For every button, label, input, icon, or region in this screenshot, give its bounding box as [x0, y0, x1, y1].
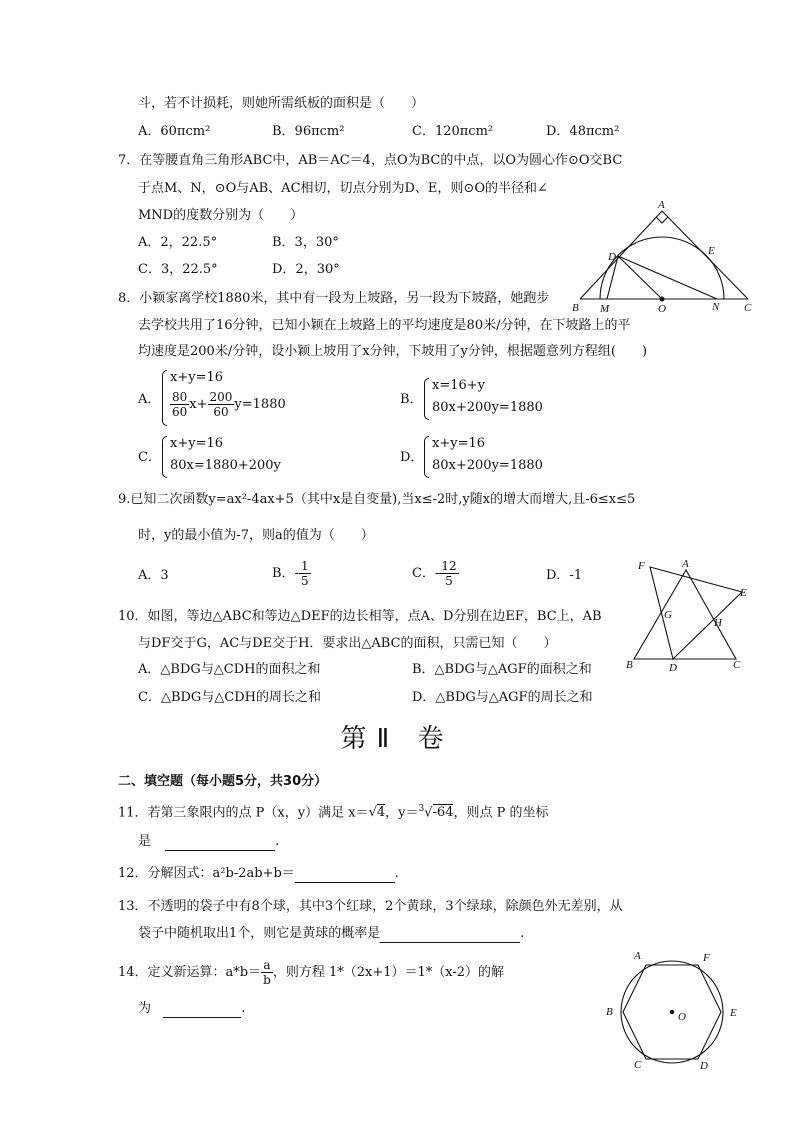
- q8-option-a-eq1: x+y=16: [170, 370, 224, 385]
- q8-option-b-brace: [424, 378, 429, 420]
- q8-option-d-eq1: x+y=16: [432, 436, 486, 451]
- q10-option-d: D．△BDG与△AGF的周长之和: [412, 690, 593, 705]
- q8-option-b-eq2: 80x+200y=1880: [432, 400, 543, 415]
- q8-line1: 8．小颖家离学校1880米，其中有一段为上坡路，另一段为下坡路，她跑步: [118, 291, 550, 306]
- q14-frac-den: b: [263, 973, 271, 987]
- q8-a-frac2-den: 60: [213, 405, 229, 419]
- q11-sqrt4: [369, 804, 386, 822]
- q9-option-c-den: 5: [445, 574, 453, 588]
- q11-line1: [118, 800, 548, 822]
- q10-label-h: H: [714, 617, 722, 629]
- q8-option-d: [400, 434, 600, 478]
- q8-line3: 均速度是200米/分钟，设小颖上坡用了x分钟，下坡用了y分钟，根据题意列方程组( ): [138, 344, 648, 359]
- q8-option-c: [138, 434, 378, 478]
- q9-option-a: A．3: [138, 568, 169, 583]
- q11-cbrt-value: -64: [432, 805, 454, 821]
- q14-label-d: D: [700, 1060, 708, 1072]
- q7-center-dot: [660, 297, 665, 302]
- q6-option-a: A．60πcm²: [138, 124, 211, 139]
- q9-option-c: [412, 559, 459, 588]
- q7-label-d: D: [608, 251, 616, 263]
- q12-end: .: [394, 866, 399, 881]
- q10-figure: [618, 556, 768, 676]
- q6-option-c: C．120πcm²: [412, 124, 494, 139]
- q9-option-b: [272, 559, 311, 588]
- q6-option-b: B．96πcm²: [272, 124, 345, 139]
- q7-label-c: C: [744, 302, 752, 314]
- q7-seg-dn: [618, 256, 717, 299]
- q10-line1: 10．如图，等边△ABC和等边△DEF的边长相等，点A、D分别在边EF，BC上，AB: [118, 609, 602, 624]
- q8-a-frac1-den: 60: [172, 405, 188, 419]
- q7-label-o: O: [658, 303, 666, 315]
- q8-option-c-eq1: x+y=16: [170, 436, 224, 451]
- q11-end: .: [275, 834, 280, 849]
- q7-label-m: M: [600, 303, 610, 315]
- q10-triangle-abc: [634, 570, 736, 659]
- q14-text-b: ，则方程 1*（2x+1）＝1*（x-2）的解: [272, 965, 505, 980]
- q12-line: [118, 865, 399, 883]
- q8-option-a-eq2: [170, 390, 286, 419]
- q14-label-o: O: [678, 1011, 686, 1023]
- q10-label-b: B: [626, 659, 633, 671]
- q14-label-b: B: [606, 1006, 613, 1018]
- q9-option-b-label: B．: [272, 566, 295, 581]
- q11-text-b: ，y＝: [385, 805, 419, 821]
- q7-side-ab: [580, 211, 662, 299]
- q10-line2: 与DF交于G，AC与DE交于H．要求出△ABC的面积，只需已知（ ）: [138, 636, 557, 651]
- q7-seg-do: [618, 256, 662, 299]
- q9-option-b-num: 1: [300, 559, 309, 573]
- q8-a-mid: x+: [189, 397, 208, 412]
- q14-center-dot: [670, 1010, 674, 1014]
- q14-end: .: [241, 1001, 246, 1016]
- q11-answer-blank[interactable]: [165, 850, 275, 851]
- q13-answer-blank[interactable]: [380, 942, 520, 943]
- q10-label-g: G: [664, 609, 672, 621]
- q11-text-is: 是: [138, 834, 152, 849]
- q13-text: 袋子中随机取出1个，则它是黄球的概率是: [138, 926, 381, 941]
- q13-line2: [138, 925, 524, 943]
- q14-label-c: C: [634, 1059, 642, 1071]
- q7-option-d: D．2，30°: [272, 262, 340, 277]
- q7-line1: 7．在等腰直角三角形ABC中，AB＝AC＝4，点O为BC的中点，以O为圆心作⊙O交BC: [118, 153, 623, 168]
- q9-option-c-num: 12: [441, 559, 457, 573]
- q8-option-a: [138, 368, 398, 428]
- q8-option-d-eq2: 80x+200y=1880: [432, 458, 543, 473]
- q8-option-c-brace: [162, 436, 167, 478]
- q7-label-e: E: [708, 245, 715, 257]
- q7-label-n: N: [712, 301, 720, 313]
- q10-label-e: E: [740, 587, 747, 599]
- q14-text-a: 14．定义新运算：a*b＝: [118, 965, 262, 980]
- q8-option-a-label: A．: [138, 392, 161, 407]
- q8-option-a-brace: [162, 370, 167, 426]
- q8-option-c-eq2: 80x=1880+200y: [170, 458, 281, 473]
- q7-semicircle: [600, 237, 724, 299]
- q14-label-e: E: [730, 1007, 737, 1019]
- q11-cube-index: 3: [418, 804, 425, 814]
- q7-label-b: B: [572, 302, 579, 314]
- q11-text-c: ，则点 P 的坐标: [453, 805, 549, 821]
- q9-option-c-label: C．: [412, 566, 435, 581]
- q10-option-c: C．△BDG与△CDH的周长之和: [138, 690, 322, 705]
- q10-label-c: C: [733, 659, 741, 671]
- radical-icon: √: [424, 805, 433, 821]
- q10-label-a: A: [682, 558, 689, 570]
- q7-figure: [572, 198, 762, 318]
- q7-right-angle-mark: [656, 217, 668, 223]
- q7-line3: MND的度数分别为（ ）: [138, 208, 304, 223]
- q14-label-f: F: [703, 952, 710, 964]
- q13-line1: 13．不透明的袋子中有8个球，其中3个红球，2个黄球，3个绿球，除颜色外无差别，从: [118, 899, 623, 914]
- q9-option-d: D．-1: [546, 568, 583, 583]
- q11-cbrt: [419, 800, 454, 822]
- q9-line2: 时，y的最小值为-7，则a的值为（ ）: [138, 528, 374, 543]
- section-fill-in-heading: 二、填空题（每小题5分，共30分）: [118, 774, 328, 789]
- q8-line2: 去学校共用了16分钟，已知小颖在上坡路上的平均速度是80米/分钟，在下坡路上的平: [138, 318, 631, 333]
- q14-answer-blank[interactable]: [163, 1017, 241, 1018]
- q6-option-d: D．48πcm²: [546, 124, 620, 139]
- q8-a-frac1-num: 80: [172, 390, 188, 404]
- q7-option-a: A．2，22.5°: [138, 235, 218, 250]
- q10-option-b: B．△BDG与△AGF的面积之和: [412, 662, 592, 677]
- q13-end: .: [520, 926, 525, 941]
- q9-option-c-sign: -: [434, 566, 440, 581]
- q7-line2: 于点M、N，⊙O与AB、AC相切，切点分别为D、E，则⊙O的半径和∠: [138, 181, 548, 196]
- q7-option-b: B．3，30°: [272, 235, 339, 250]
- q10-label-d: D: [669, 662, 677, 674]
- q14-line1: [118, 958, 504, 987]
- q14-line2: [138, 1000, 245, 1018]
- volume-title: 第Ⅱ 卷: [340, 724, 454, 754]
- q8-option-b-eq1: x=16+y: [432, 378, 486, 393]
- radical-icon: √: [368, 805, 377, 821]
- q8-option-d-label: D．: [400, 450, 424, 465]
- q8-option-d-brace: [424, 436, 429, 478]
- q9-option-b-sign: -: [294, 566, 299, 581]
- q8-option-b: [400, 376, 600, 420]
- q7-label-a: A: [658, 199, 665, 211]
- q11-sqrt4-value: 4: [376, 805, 386, 821]
- q14-text-is: 为: [138, 1001, 152, 1016]
- q10-label-f: F: [638, 560, 645, 572]
- q8-option-c-label: C．: [138, 450, 161, 465]
- q8-a-end: y=1880: [234, 397, 286, 412]
- q7-option-c: C．3，22.5°: [138, 262, 218, 277]
- q11-line2: [138, 833, 279, 851]
- q11-text-a: 11．若第三象限内的点 P（x，y）满足 x＝: [118, 805, 369, 821]
- q14-frac-num: a: [261, 958, 273, 973]
- q8-option-b-label: B．: [400, 392, 423, 407]
- q6-stem-cont: 斗，若不计损耗，则她所需纸板的面积是（ ）: [138, 96, 425, 111]
- q9-option-b-den: 5: [300, 574, 309, 588]
- q12-text: 12．分解因式：a²b-2ab+b＝: [118, 866, 295, 881]
- q8-a-frac2-num: 200: [209, 390, 233, 404]
- q10-option-a: A．△BDG与△CDH的面积之和: [138, 662, 321, 677]
- q9-line1: 9.已知二次函数y=ax²-4ax+5（其中x是自变量),当x≤-2时,y随x的增大而增大,且-6≤x≤5: [118, 492, 636, 507]
- q14-label-a: A: [634, 950, 641, 962]
- q14-figure: [600, 944, 750, 1076]
- q12-answer-blank[interactable]: [295, 882, 395, 883]
